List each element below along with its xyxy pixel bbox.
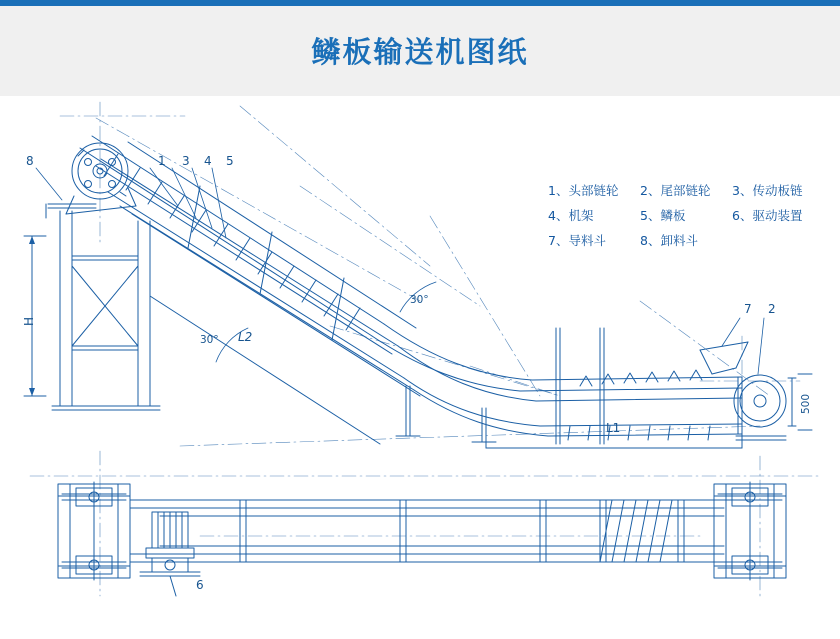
callout-6: 6 bbox=[196, 578, 204, 592]
support-frame bbox=[46, 204, 160, 410]
dimension-h: H bbox=[22, 316, 36, 326]
legend-item: 8、卸料斗 bbox=[640, 233, 698, 248]
l2-dimension bbox=[150, 296, 380, 444]
legend-item: 5、鳞板 bbox=[640, 208, 686, 223]
dimension-l1: L1 bbox=[606, 421, 621, 435]
conveyor-drawing-svg bbox=[0, 96, 840, 634]
callout-leaders bbox=[36, 168, 764, 374]
inclined-conveyor bbox=[80, 136, 420, 396]
dimension-l2: L2 bbox=[238, 330, 253, 344]
callout-2: 2 bbox=[768, 302, 776, 316]
feed-hopper bbox=[700, 342, 748, 374]
legend-item: 6、驱动装置 bbox=[732, 208, 803, 223]
discharge-hopper bbox=[66, 188, 136, 214]
horizontal-conveyor bbox=[396, 328, 742, 444]
legend-item: 2、尾部链轮 bbox=[640, 183, 711, 198]
callout-7: 7 bbox=[744, 302, 752, 316]
callout-8: 8 bbox=[26, 154, 34, 168]
callout-1: 1 bbox=[158, 154, 166, 168]
callout-4: 4 bbox=[204, 154, 212, 168]
legend-item: 4、机架 bbox=[548, 208, 594, 223]
dimension-500: 500 bbox=[800, 393, 812, 414]
technical-drawing bbox=[0, 96, 840, 634]
plan-view bbox=[58, 482, 786, 596]
callout-3: 3 bbox=[182, 154, 190, 168]
angle-lower: 30° bbox=[200, 334, 219, 346]
angle-upper: 30° bbox=[410, 294, 429, 306]
callout-5: 5 bbox=[226, 154, 234, 168]
page-title: 鳞板输送机图纸 bbox=[311, 35, 529, 69]
legend-item: 3、传动板链 bbox=[732, 183, 803, 198]
legend-item: 1、头部链轮 bbox=[548, 183, 619, 198]
legend-item: 7、导料斗 bbox=[548, 233, 606, 248]
